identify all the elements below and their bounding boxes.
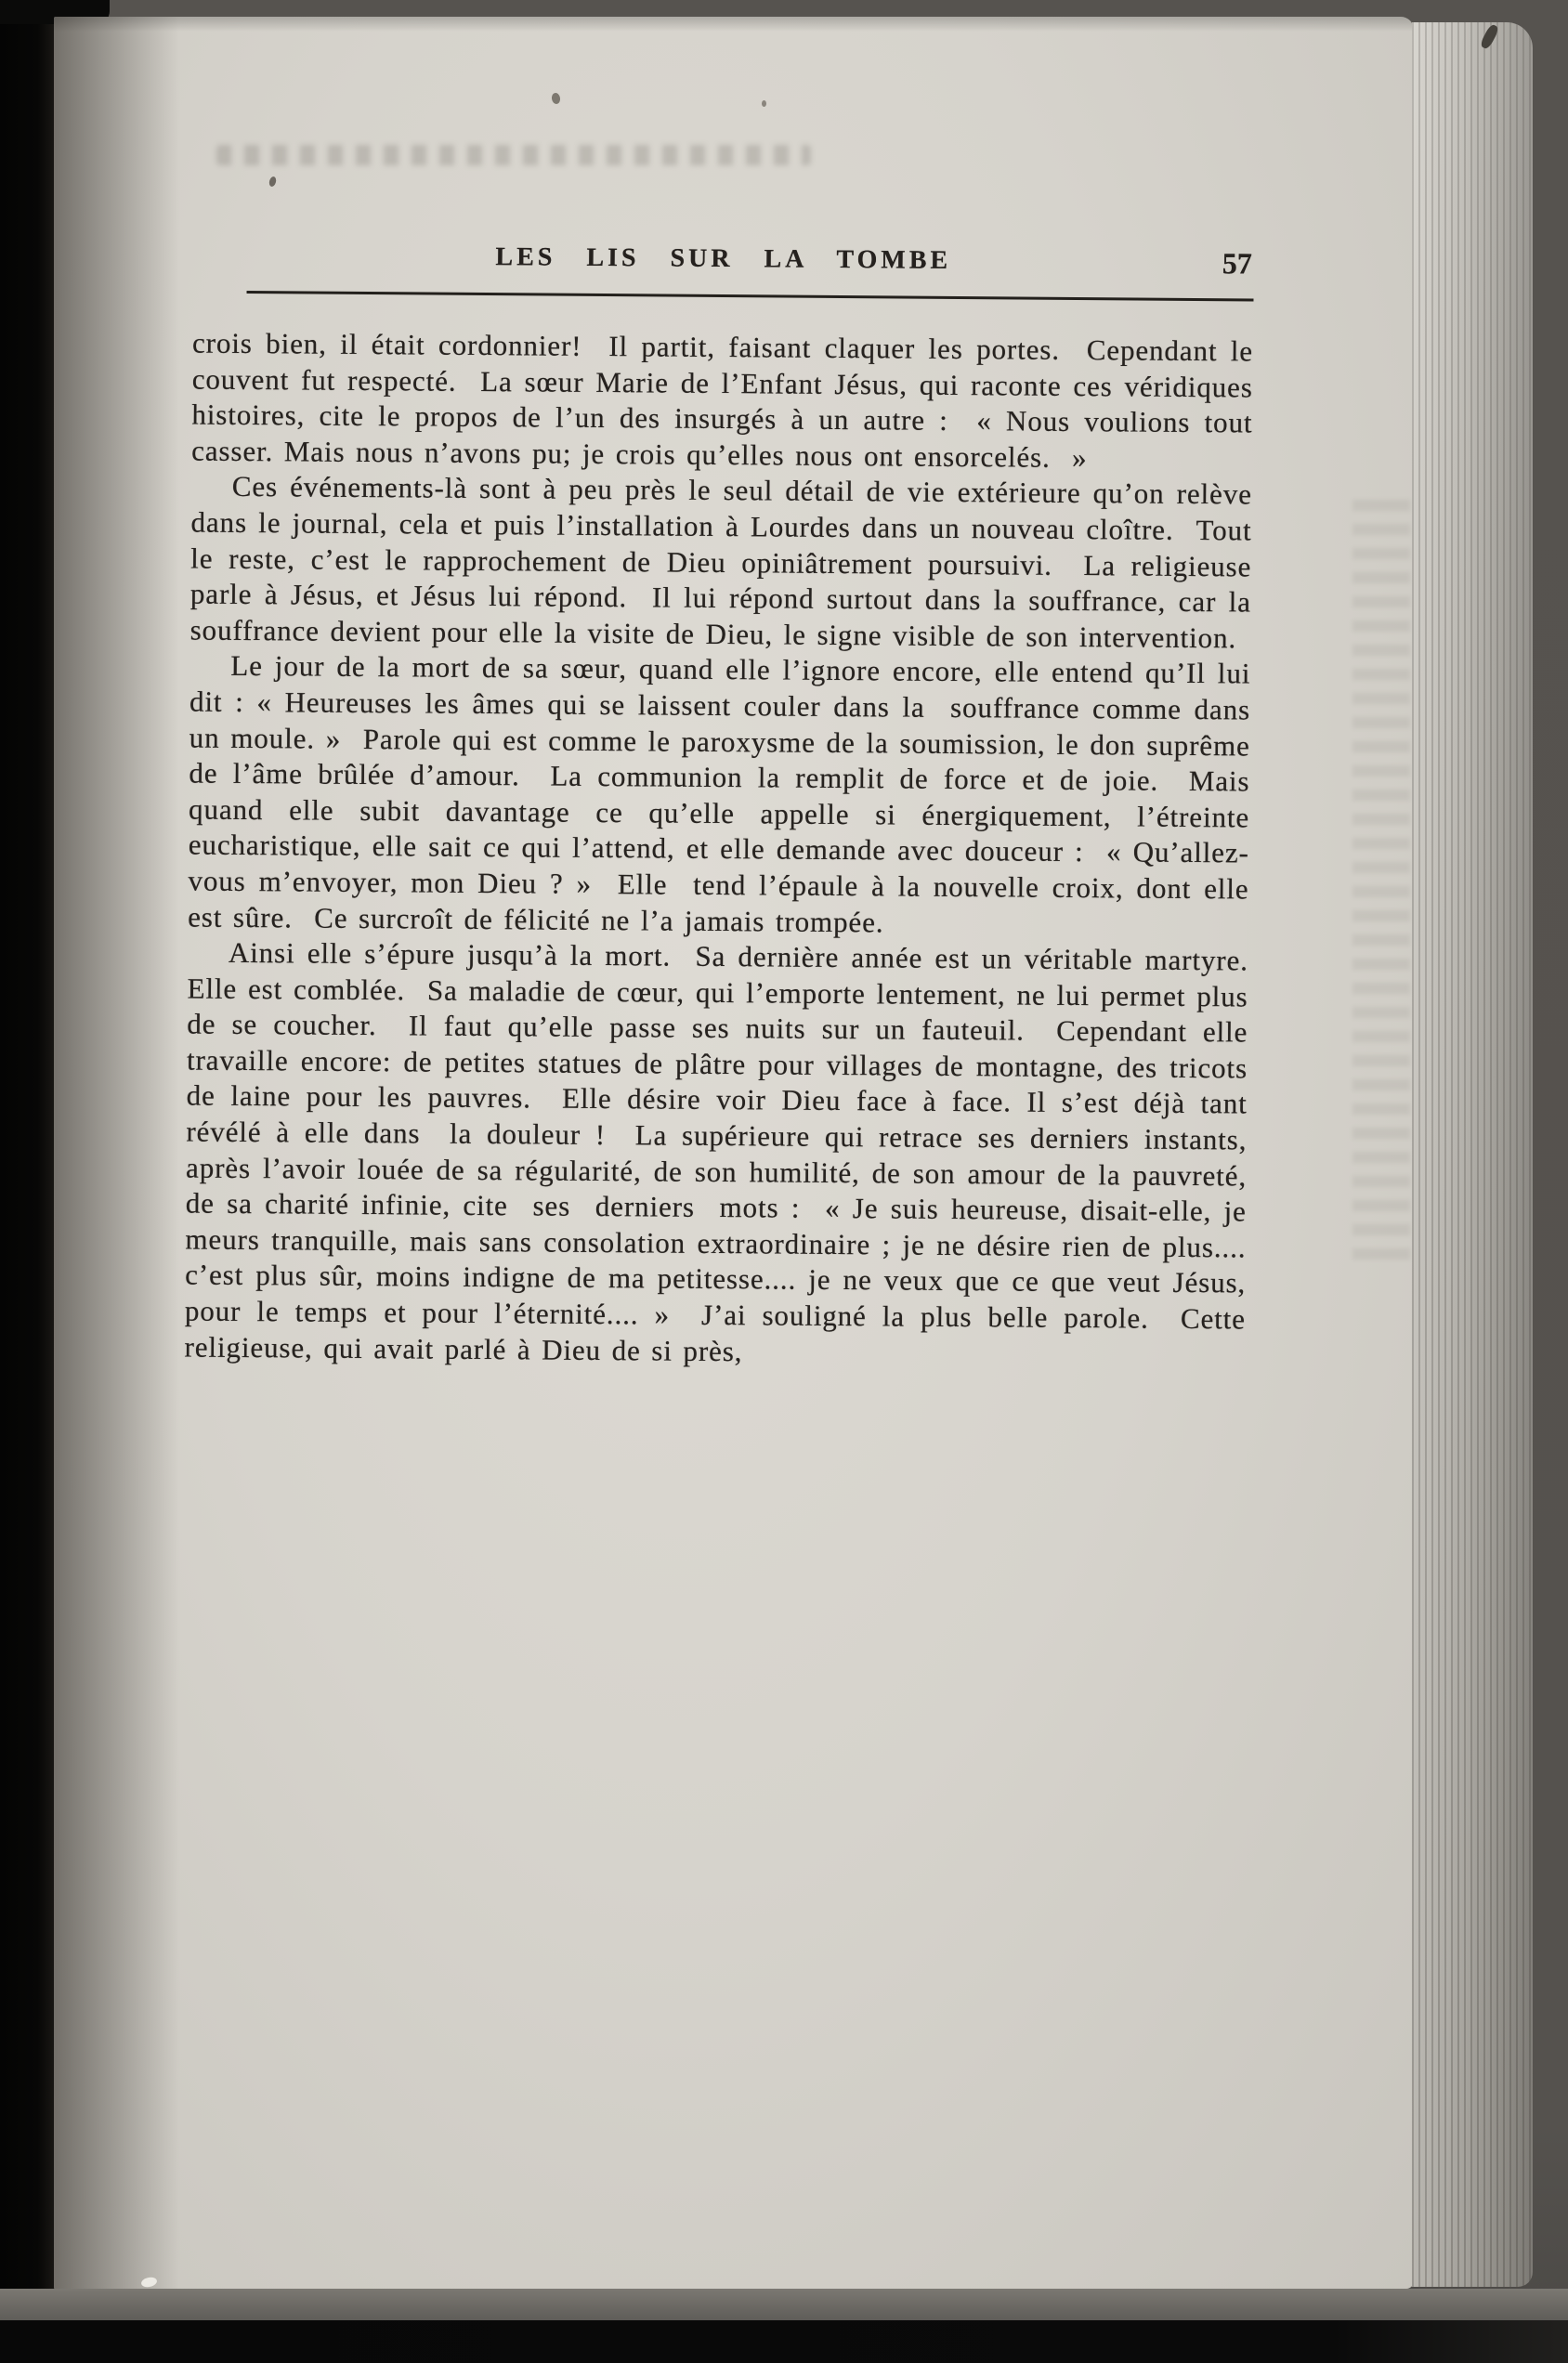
gutter-shadow	[54, 17, 179, 2289]
ink-speck	[762, 100, 766, 107]
header-rule	[247, 291, 1254, 302]
page-edges	[1412, 22, 1533, 2287]
text-column	[184, 233, 1271, 1374]
scan-bottom-bar	[0, 2320, 1568, 2363]
paragraph: Ainsi elle s’épure jusqu’à la mort. Sa dernière année est un véritable martyre. Elle est comblée. Sa maladie de cœur, qui l’emporte lentement, ne lui permet plus de se coucher. Il faut qu’elle passe ses nuits sur un fauteuil. Cependant elle travaille encore: de petites statues de plâtre pour villages de montagne, des tricots de laine pour les pauvres. Elle désire voir Dieu face à face. Il s’est déjà tant révélé à elle dans la douleur ! La supérieure qui retrace ses derniers instants, après l’avoir louée de sa régularité, de son humilité, de son amour de la pauvreté, de sa charité infinie, cite ses derniers mots : « Je suis heureuse, disait-elle, je meurs tranquille, mais sans consolation extraordinaire ; je ne désire rien de plus.... c’est plus sûr, moins indigne de ma petitesse.... je ne veux que ce que veut Jésus, pour le temps et pour l’éternité.... » J’ai souligné la plus belle parole. Cette religieuse, qui avait parlé à Dieu de si près,	[184, 935, 1271, 1367]
paragraph: Ces événements-là sont à peu près le seul détail de vie extérieure qu’on relève dans le journal, cela et puis l’installation à Lourdes dans un nouveau cloître. Tout le reste, c’est le rapprochement de Dieu opiniâtrement poursuivi. La religieuse parle à Jésus, et Jésus lui répond. Il lui répond surtout dans la souffrance, car la souffrance devient pour elle la visite de Dieu, le signe visible de son intervention.	[189, 470, 1263, 655]
running-header	[192, 233, 1254, 320]
book-page	[54, 17, 1414, 2289]
paragraph: Le jour de la mort de sa sœur, quand elle l’ignore encore, elle entend qu’Il lui dit : « Heureuses les âmes qui se laissent couler dans la souffrance comme dans un moule. » Parole qui est comme le paroxysme de la soumission, le don suprême de l’âme brûlée d’amour. La communion la remplit de force et de joie. Mais quand elle subit davantage ce qu’elle appelle si énergiquement, l’étreinte eucharistique, elle sait ce qui l’attend, et elle demande avec douceur : « Qu’allez-vous m’envoyer, mon Dieu ? » Elle tend l’épaule à la nouvelle croix, dont elle est sûre. Ce surcroît de félicité ne l’a jamais trompée.	[188, 649, 1262, 938]
page-header-title: LES LIS SUR LA TOMBE	[495, 242, 952, 275]
ink-speck	[268, 176, 278, 187]
ink-bleed-through	[1352, 500, 1410, 1261]
page-number: 57	[1222, 246, 1252, 281]
page-top-shadow	[54, 17, 1414, 32]
ink-bleed-through	[216, 145, 811, 165]
book-binding-edge	[0, 0, 54, 2363]
paragraph: crois bien, il était cordonnier! Il partit, faisant claquer les portes. Cependant le couvent fut respecté. La sœur Marie de l’Enfant Jésus, qui raconte ces véridiques histoires, cite le propos de l’un des insurgés à un autre : « Nous voulions tout casser. Mais nous n’avons pu; je crois qu’elles nous ont ensorcelés. »	[191, 326, 1264, 474]
ink-speck	[551, 92, 561, 104]
page-text	[184, 326, 1271, 1374]
